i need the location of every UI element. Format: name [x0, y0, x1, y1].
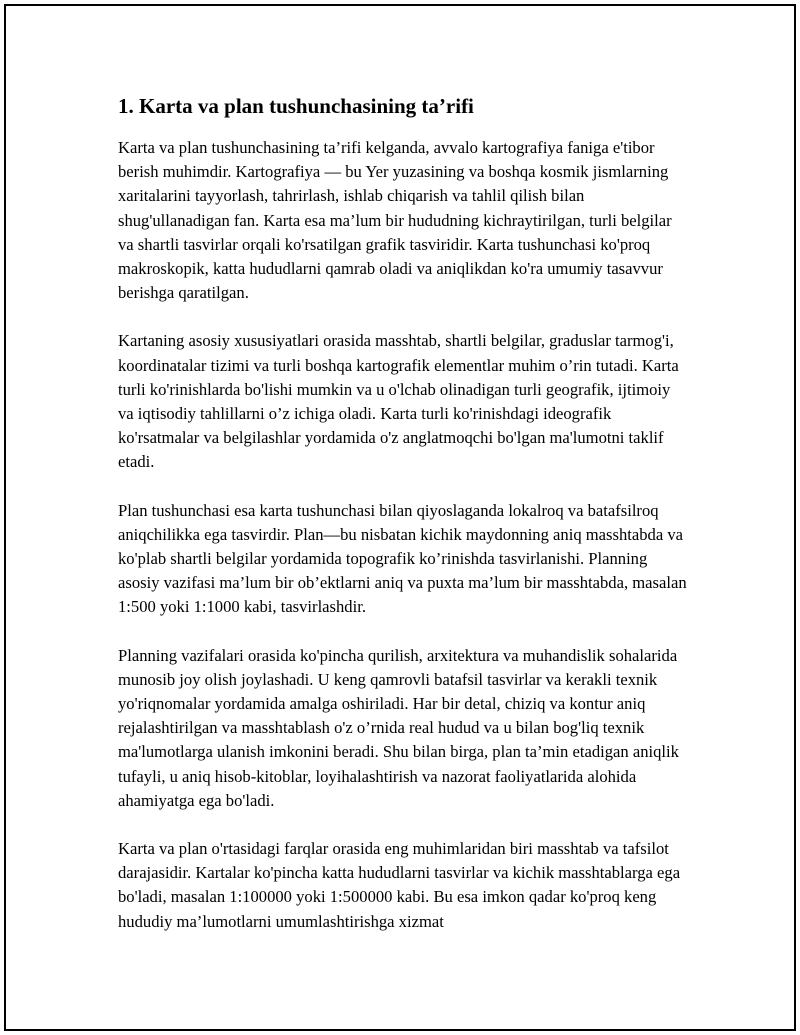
paragraph-2: Kartaning asosiy xususiyatlari orasida masshtab, shartli belgilar, graduslar tarmog'i, koordinatalar tizimi va turli boshqa kartografik elementlar muhim o’rin tutadi. Karta turli ko'rinishlarda bo'lishi mumkin va u o'lchab olinadigan turli geografik, ijtimoiy va iqtisodiy tahlillarni o’z ichiga oladi. Karta turli ko'rinishdagi ideografik ko'rsatmalar va belgilashlar yordamida o'z anglatmoqchi bo'lgan ma'lumotni taklif etadi. [118, 331, 679, 472]
document-body [118, 92, 690, 958]
paragraph-5: Karta va plan o'rtasidagi farqlar orasida eng muhimlaridan biri masshtab va tafsilot darajasidir. Kartalar ko'pincha katta hududlarni tasvirlar va kichik masshtablarga ega bo'ladi, masalan 1:100000 yoki 1:500000 kabi. Bu esa imkon qadar ko'proq keng hududiy ma’lumotlarni umumlashtirishga xizmat [118, 839, 681, 931]
paragraph-4: Planning vazifalari orasida ko'pincha qurilish, arxitektura va muhandislik sohalarida munosib joy olish joylashadi. U keng qamrovli batafsil tasvirlar va kerakli texnik yo'riqnomalar yordamida amalga oshiriladi. Har bir detal, chiziq va kontur aniq rejalashtirilgan va masshtablash o'z o’rnida real hudud va u bilan bog'liq texnik ma'lumotlarga ulanish imkonini beradi. Shu bilan birga, plan ta’min etadigan aniqlik tufayli, u aniq hisob-kitoblar, loyihalashtirish va nazorat faoliyatlarida alohida ahamiyatga ega bo'ladi. [118, 645, 679, 810]
section-heading: 1. Karta va plan tushunchasining ta’rifi [118, 94, 474, 118]
paragraph-3: Plan tushunchasi esa karta tushunchasi bilan qiyoslaganda lokalroq va batafsilroq aniqchilikka ega tasvirdir. Plan—bu nisbatan kichik maydonning aniq masshtabda va ko'plab shartli belgilar yordamida topografik ko’rinishda tasvirlanishi. Planning asosiy vazifasi ma’lum bir ob’ektlarni aniq va puxta ma’lum bir masshtabda, masalan 1:500 yoki 1:1000 kabi, tasvirlashdir. [118, 500, 687, 617]
paragraph-1: Karta va plan tushunchasining ta’rifi kelganda, avvalo kartografiya faniga e'tibor berish muhimdir. Kartografiya — bu Yer yuzasining va boshqa kosmik jismlarning xaritalarini tayyorlash, tahrirlash, ishlab chiqarish va tahlil qilish bilan shug'ullanadigan fan. Karta esa ma’lum bir hududning kichraytirilgan, turli belgilar va shartli tasvirlar orqali ko'rsatilgan grafik tasviridir. Karta tushunchasi ko'proq makroskopik, katta hududlarni qamrab oladi va aniqlikdan ko'ra umumiy tasavvur berishga qaratilgan. [118, 138, 672, 303]
